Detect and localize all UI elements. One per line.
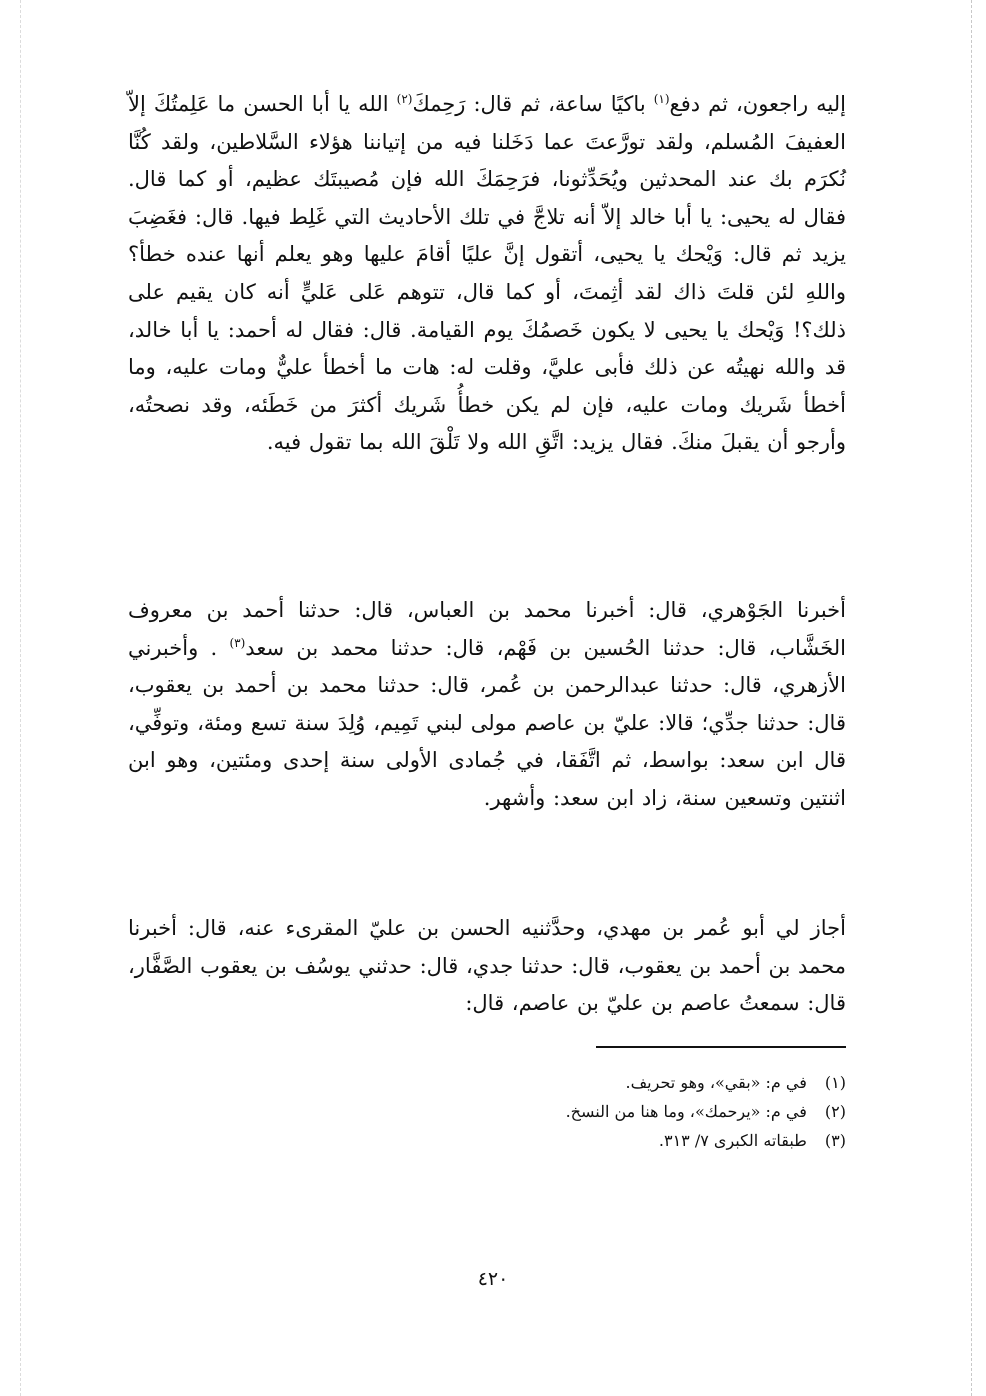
paragraph-text bbox=[128, 592, 846, 818]
scan-edge-right bbox=[971, 0, 972, 1396]
paragraph-segment: أخبرنا الجَوْهري، قال: أخبرنا محمد بن العباس، قال: حدثنا أحمد بن معروف الخَشَّاب، قال: حدثنا الحُسين بن فَهْم، قال: حدثنا محمد بن سعد bbox=[128, 598, 846, 660]
scan-edge-left bbox=[20, 0, 21, 1396]
footnote-2 bbox=[300, 1097, 846, 1126]
footnote-separator bbox=[596, 1046, 846, 1048]
paragraph-text bbox=[128, 86, 846, 462]
page-number: ٤٢٠ bbox=[477, 1268, 509, 1290]
footnote-number: (٣) bbox=[824, 1131, 846, 1150]
footnotes bbox=[300, 1068, 846, 1155]
footnote-number: (١) bbox=[824, 1073, 846, 1092]
paragraph-segment: . وأخبرني الأزهري، قال: حدثنا عبدالرحمن بن عُمر، قال: حدثنا محمد بن أحمد بن يعقوب، قال: حدثنا جدِّي؛ قالا: عليّ بن عاصم مولى لبني تَمِيم، وُلِدَ سنة تسع ومئة، وتوفِّي، قال ابن سعد: بواسط، ثم اتَّفَقا، في جُمادى الأولى سنة إحدى ومئتين، وهو ابن اثنتين وتسعين سنة، زاد ابن سعد: وأشهر. bbox=[128, 635, 846, 810]
footnote-text: طبقاته الكبرى ٧/ ٣١٣. bbox=[658, 1131, 807, 1150]
body-paragraph-1 bbox=[128, 86, 846, 462]
body-paragraph-2 bbox=[128, 592, 846, 818]
footnote-reference: (٢) bbox=[396, 92, 413, 106]
footnote-reference: (١) bbox=[653, 92, 670, 106]
body-paragraph-3 bbox=[128, 910, 846, 1023]
footnote-reference: (٣) bbox=[229, 635, 246, 650]
footnote-3 bbox=[300, 1126, 846, 1155]
paragraph-segment: أجاز لي أبو عُمر بن مهدي، وحدَّثنيه الحسن بن عليّ المقرىء عنه، قال: أخبرنا محمد بن أحمد بن يعقوب، قال: حدثنا جدي، قال: حدثني يوسُف بن يعقوب الصَّفَّار، قال: سمعتُ عاصم بن عليّ بن عاصم، قال: bbox=[128, 916, 846, 1016]
paragraph-segment: باكيًا ساعة، ثم قال: رَحِمكَ bbox=[412, 92, 654, 116]
paragraph-segment: الله يا أبا الحسن ما عَلِمتُكَ إلاّ العفيفَ المُسلم، ولقد تورَّعتَ عما دَخَلنا فيه من إتياننا هؤلاء السَّلاطين، ولقد كُنَّا نُكرَم بك عند المحدثين ويُحَدِّثونا، فرَحِمَكَ الله فإن مُصيبتَك عظيم، أو كما قال. فقال له يحيى: يا أبا خالد إلاّ أنه تلاجَّ في تلك الأحاديث التي غَلِط فيها. قال: فغَضِبَ يزيد ثم قال: وَيْحك يا يحيى، أتقول إنَّ عليًا أقامَ عليها وهو يعلم أنها عنده خطأ؟ واللهِ لئن قلتَ ذاك لقد أثِمتَ، أو كما قال، تتوهم عَلى عَليٍّ أنه كان يقيم على ذلك؟! وَيْحك يا يحيى لا يكون خَصمُكَ يوم القيامة. قال: فقال له أحمد: يا أبا خالد، قد والله نهيتُه عن ذلك فأبى عليَّ، وقلت له: هات ما أخطأ عليٌّ ومات عليه، وما أخطأ شَريك ومات عليه، فإن لم يكن خطأُ شَريك أكثرَ من خَطَئه، وقد نصحتُه، وأرجو أن يقبلَ منكَ. فقال يزيد: اتَّقِ الله ولا تَلْقَ الله بما تقول فيه. bbox=[128, 92, 846, 455]
footnote-text: في م: «بقي»، وهو تحريف. bbox=[625, 1073, 807, 1092]
footnote-text: في م: «يرحمك»، وما هنا من النسخ. bbox=[565, 1102, 807, 1121]
paragraph-segment: إليه راجعون، ثم دفع bbox=[669, 92, 846, 116]
footnote-1 bbox=[300, 1068, 846, 1097]
footnote-number: (٢) bbox=[824, 1102, 846, 1121]
paragraph-text bbox=[128, 910, 846, 1023]
